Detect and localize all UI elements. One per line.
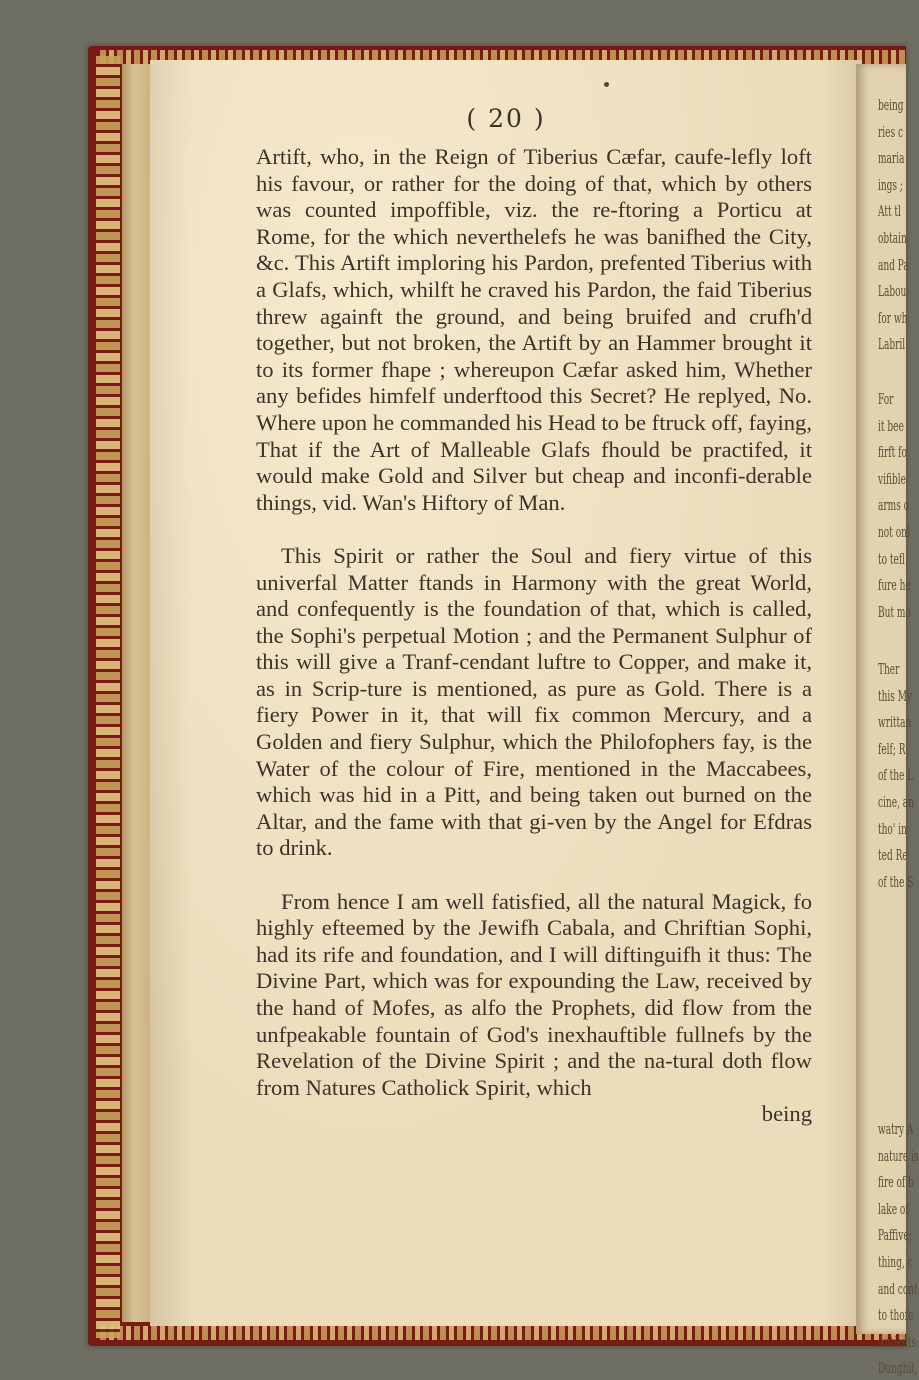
facing-page-edge bbox=[856, 64, 919, 1378]
facing-page-fragment: Ther bbox=[878, 660, 900, 678]
facing-page-fragment: arms o bbox=[878, 496, 910, 515]
facing-page-fragment: being bbox=[878, 96, 904, 114]
page-edges bbox=[122, 64, 152, 1322]
facing-page-fragment: Dunghil, bbox=[878, 1359, 917, 1378]
facing-page-fragment: of the S bbox=[878, 872, 914, 891]
facing-page-fragment: firft fo bbox=[878, 443, 907, 462]
facing-page-fragment: But mo bbox=[878, 602, 911, 621]
facing-page-fragment: this My bbox=[878, 686, 913, 705]
facing-page-fragment: fure he bbox=[878, 576, 911, 595]
facing-page-fragment: to thofe bbox=[878, 1306, 914, 1325]
facing-page-fragment: Labou bbox=[878, 282, 907, 301]
paragraph-2: This Spirit or rather the Soul and fiery virtue of this univerfal Matter ftands in Harmony with the great World, and confequently is the foundation of that, which is called, the Sophi's perpetual Motion ; and the Permanent Sulphur of this will give a Tranf-cendant luftre to Copper, and make it, as in Scrip-ture is mentioned, as pure as Gold. There is a fiery Power in it, that will fix common Mercury, and a Golden and fiery Sulphur, which the Philofophers fay, is the Water of the colour of Fire, mentioned in the Maccabees, which was hid in a Pitt, and being taken out burned on the Altar, and the fame with that gi-ven by the Angel for Efdras to drink. bbox=[256, 542, 812, 861]
facing-page-fragment: cine, an bbox=[878, 793, 914, 811]
facing-page-fragment: Labril bbox=[878, 335, 906, 354]
book-page bbox=[150, 60, 862, 1326]
facing-page-fragment: obtain bbox=[878, 229, 907, 247]
gilt-border-left bbox=[96, 56, 120, 1338]
catchword: being bbox=[761, 1101, 812, 1127]
facing-page-fragment: for wh bbox=[878, 308, 908, 327]
gilt-border-bottom bbox=[100, 1326, 906, 1340]
facing-page-fragment: ings ; bbox=[878, 175, 903, 194]
page-number: ( 20 ) bbox=[466, 104, 546, 133]
facing-page-fragment: Att tl bbox=[878, 202, 901, 221]
facing-page-fragment: not onl bbox=[878, 523, 910, 541]
facing-page-fragment: thing, c bbox=[878, 1253, 913, 1271]
facing-page-fragment: maria bbox=[878, 149, 905, 168]
facing-page-fragment: and cont bbox=[878, 1279, 918, 1298]
facing-page-fragment: lake of bbox=[878, 1199, 909, 1218]
facing-page-fragment: tho' in bbox=[878, 819, 907, 838]
facing-page-fragment: ted Re bbox=[878, 846, 908, 865]
facing-page-fragment: ries c bbox=[878, 122, 904, 141]
paragraph-3: From hence I am well fatisfied, all the natural Magick, fo highly efteemed by the Jewifh Cabala, and Chriftian Sophi, had its rife and foundation, and I will diftinguifh it thus: The Divine Part, which was for expounding the Law, received by the hand of Mofes, as alfo the Prophets, did flow from the unfpeakable fountain of God's inexhauftible fullnefs by the Revelation of the Divine Spirit ; and the na-tural doth flow from Natures Catholick Spirit, which bbox=[256, 888, 812, 1100]
facing-page-fragment: and Pa bbox=[878, 255, 909, 274]
facing-page-fragment: Antients bbox=[878, 1332, 917, 1351]
facing-page-fragment: writtan bbox=[878, 713, 912, 732]
ink-speck bbox=[604, 82, 609, 87]
facing-page-fragment: Paffive; bbox=[878, 1226, 912, 1245]
page-text bbox=[256, 144, 812, 1128]
facing-page-fragment: it bee bbox=[878, 416, 904, 435]
facing-page-fragment: watry A bbox=[878, 1120, 914, 1138]
facing-page-fragment: For bbox=[878, 390, 894, 408]
facing-page-fragment: nature is bbox=[878, 1146, 919, 1165]
facing-page-fragment: to tefl bbox=[878, 549, 905, 568]
facing-page-fragment: of the L bbox=[878, 766, 914, 785]
facing-page-fragment: vifible bbox=[878, 469, 906, 488]
facing-page-fragment: felf; R bbox=[878, 739, 906, 758]
facing-page-fragment: fire of b bbox=[878, 1173, 914, 1192]
paragraph-1: Artift, who, in the Reign of Tiberius Cæfar, caufe-lefly loft his favour, or rather for the doing of that, which by others was counted impoffible, viz. the re-ftoring a Porticu at Rome, for the which neverthelefs he was banifhed the City, &c. This Artift imploring his Pardon, prefented Tiberius with a Glafs, which, whilft he craved his Pardon, the faid Tiberius threw againft the ground, and being bruifed and crufh'd together, but not broken, the Artift by an Hammer brought it to its former fhape ; whereupon Cæfar asked him, Whether any befides himfelf underftood this Secret? He replyed, No. Where upon he commanded his Head to be ftruck off, faying, That if the Art of Malleable Glafs fhould be practifed, it would make Gold and Silver but cheap and inconfi-derable things, vid. Wan's Hiftory of Man. bbox=[256, 144, 812, 515]
